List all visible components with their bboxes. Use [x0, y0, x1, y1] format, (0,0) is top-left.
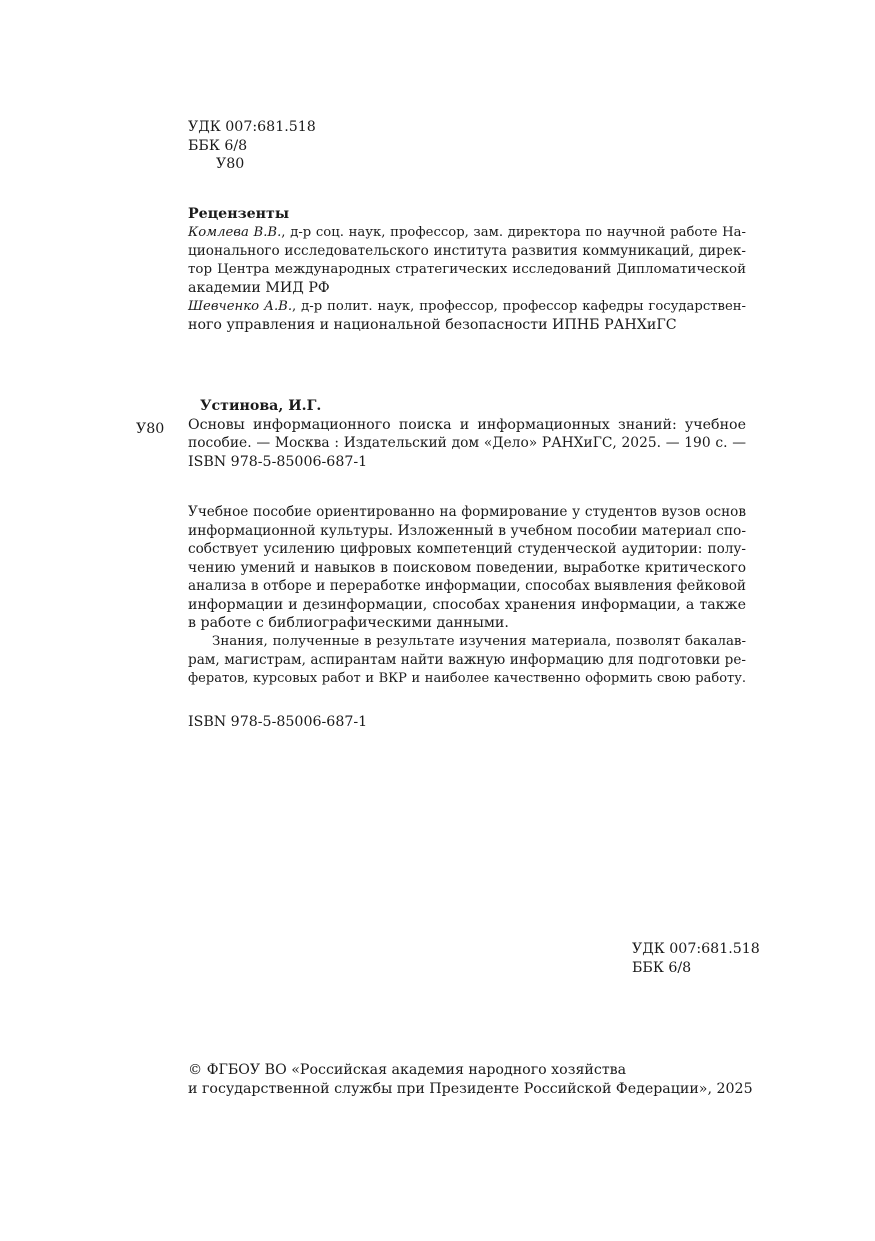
- header-codes: [188, 118, 316, 174]
- abstract: [188, 503, 746, 688]
- author-mark: У80: [216, 156, 245, 172]
- footer-udk-code: УДК 007:681.518: [632, 941, 760, 957]
- footer-codes: [632, 940, 760, 977]
- reviewer-1-line-4: академии МИД РФ: [188, 280, 330, 296]
- copyright-line-1: © ФГБОУ ВО «Российская академия народного хозяйства: [188, 1062, 627, 1078]
- reviewers-heading: Рецензенты: [188, 206, 290, 222]
- abstract-line: информационной культуры. Изложенный в учебном пособии материал спо-: [188, 522, 746, 539]
- abstract-line: рам, магистрам, аспирантам найти важную информацию для подготовки ре-: [188, 652, 746, 668]
- bib-line-3: ISBN 978-5-85006-687-1: [188, 453, 368, 470]
- abstract-line: Учебное пособие ориентированно на формирование у студентов вузов основ: [188, 504, 746, 520]
- reviewer-2-line-1: Шевченко А.В., д-р полит. наук, профессор, профессор кафедры государствен-: [188, 298, 746, 314]
- reviewer-1-line-3: тор Центра международных стратегических исследований Дипломатической: [188, 261, 746, 277]
- bib-line-2: пособие. — Москва : Издательский дом «Дело» РАНХиГС, 2025. — 190 с. —: [188, 435, 746, 451]
- bibliographic-record: [188, 397, 746, 471]
- bbk-code: ББК 6/8: [188, 137, 248, 154]
- reviewer-2-line-2: ного управления и национальной безопасности ИПНБ РАНХиГС: [188, 317, 677, 333]
- abstract-line: в работе с библиографическими данными.: [188, 615, 509, 631]
- abstract-line: фератов, курсовых работ и ВКР и наиболее качественно оформить свою работу.: [188, 670, 746, 686]
- reviewer-1-line-2: ционального исследовательского института развития коммуникаций, дирек-: [188, 243, 746, 259]
- abstract-line: Знания, полученные в результате изучения материала, позволят бакалав-: [212, 633, 746, 649]
- abstract-line: чению умений и навыков в поисковом поведении, выработке критического: [188, 559, 746, 576]
- margin-author-mark: У80: [136, 421, 165, 437]
- copyright-line-2: и государственной службы при Президенте Российской Федерации», 2025: [188, 1080, 753, 1097]
- abstract-line: анализа в отборе и переработке информации, способах выявления фейковой: [188, 578, 746, 594]
- book-author: Устинова, И.Г.: [200, 398, 322, 414]
- copyright: [188, 1061, 753, 1098]
- reviewers-block: [188, 205, 746, 335]
- reviewer-1-name: Комлева В.В.: [188, 224, 282, 240]
- abstract-line: информации и дезинформации, способах хранения информации, а также: [188, 596, 746, 613]
- udk-code: УДК 007:681.518: [188, 119, 316, 135]
- reviewer-1-line-1: Комлева В.В., д-р соц. наук, профессор, зам. директора по научной работе На-: [188, 224, 746, 240]
- reviewer-2-name: Шевченко А.В.: [188, 298, 293, 314]
- isbn: ISBN 978-5-85006-687-1: [188, 714, 368, 730]
- bib-line-1: Основы информационного поиска и информационных знаний: учебное: [188, 416, 746, 433]
- abstract-line: собствует усилению цифровых компетенций студенческой аудитории: полу-: [188, 541, 746, 557]
- footer-bbk-code: ББК 6/8: [632, 959, 692, 976]
